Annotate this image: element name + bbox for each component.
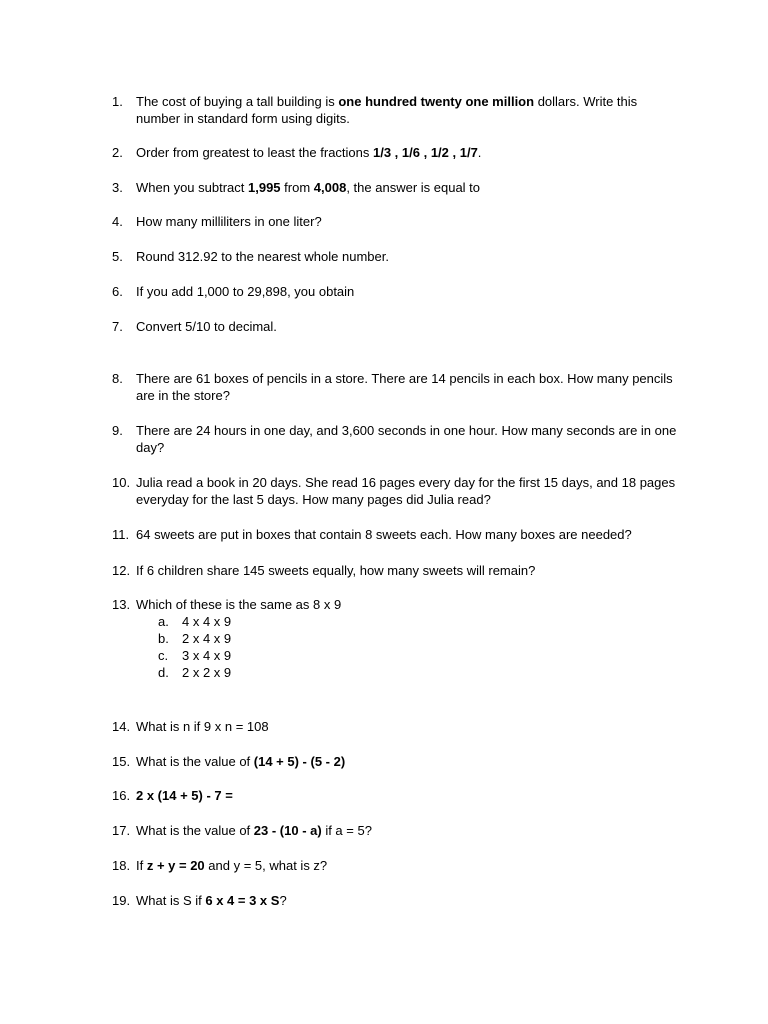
question-text: Julia read a book in 20 days. She read 16 pages every day for the first 15 days, and 18 pages everyday for the last 5 days. How many pages did Julia read? [136, 475, 676, 507]
question-text: There are 61 boxes of pencils in a store. There are 14 pencils in each box. How many pencils are in the store? [136, 371, 673, 403]
question-text: If 6 children share 145 sweets equally, how many sweets will remain? [136, 563, 536, 578]
question-12 [112, 562, 682, 579]
question-text: The cost of buying a tall building is one hundred twenty one million dollars. Write this number in standard form using digits. [136, 94, 638, 126]
question-4 [112, 213, 682, 230]
question-number: 7. [112, 319, 123, 334]
question-number: 8. [112, 371, 123, 386]
question-11 [112, 526, 682, 543]
question-14 [112, 718, 682, 735]
question-number: 17. [112, 823, 131, 838]
question-number: 3. [112, 180, 123, 195]
option-b: b. 2 x 4 x 9 [158, 631, 232, 646]
question-text: 64 sweets are put in boxes that contain 8 sweets each. How many boxes are needed? [136, 527, 632, 542]
question-number: 10. [112, 475, 131, 490]
question-text: What is n if 9 x n = 108 [136, 719, 269, 734]
question-number: 15. [112, 754, 131, 769]
question-18 [112, 857, 682, 874]
question-number: 1. [112, 94, 123, 109]
question-text: What is the value of 23 - (10 - a) if a = 5? [136, 823, 372, 838]
question-text: Round 312.92 to the nearest whole number. [136, 249, 389, 264]
question-text: If you add 1,000 to 29,898, you obtain [136, 284, 355, 299]
question-10 [112, 474, 682, 508]
option-d: d. 2 x 2 x 9 [158, 665, 232, 680]
question-number: 13. [112, 597, 131, 612]
question-text: Which of these is the same as 8 x 9 [136, 597, 342, 612]
question-text: What is the value of (14 + 5) - (5 - 2) [136, 754, 346, 769]
question-text: 2 x (14 + 5) - 7 = [136, 788, 233, 803]
question-text: If z + y = 20 and y = 5, what is z? [136, 858, 328, 873]
question-number: 2. [112, 145, 123, 160]
question-2 [112, 144, 682, 161]
question-text: What is S if 6 x 4 = 3 x S? [136, 893, 287, 908]
question-number: 11. [112, 527, 130, 542]
question-6 [112, 283, 682, 300]
question-number: 5. [112, 249, 123, 264]
question-number: 6. [112, 284, 123, 299]
question-text: How many milliliters in one liter? [136, 214, 322, 229]
question-number: 18. [112, 858, 131, 873]
question-8 [112, 370, 682, 404]
question-number: 4. [112, 214, 123, 229]
question-text: Convert 5/10 to decimal. [136, 319, 277, 334]
question-1 [112, 93, 682, 127]
question-number: 19. [112, 893, 131, 908]
option-c: c. 3 x 4 x 9 [158, 648, 232, 663]
question-number: 14. [112, 719, 131, 734]
answer-options [158, 613, 231, 681]
question-9 [112, 422, 682, 456]
question-7 [112, 318, 682, 335]
question-17 [112, 822, 682, 839]
question-number: 16. [112, 788, 131, 803]
question-number: 12. [112, 563, 131, 578]
question-text: When you subtract 1,995 from 4,008, the answer is equal to [136, 180, 481, 195]
question-13 [112, 596, 682, 613]
question-text: Order from greatest to least the fractions 1/3 , 1/6 , 1/2 , 1/7. [136, 145, 482, 160]
option-a: a. 4 x 4 x 9 [158, 614, 232, 629]
question-3 [112, 179, 682, 196]
question-5 [112, 248, 682, 265]
question-15 [112, 753, 682, 770]
question-number: 9. [112, 423, 123, 438]
question-19 [112, 892, 682, 909]
question-16 [112, 787, 682, 804]
question-text: There are 24 hours in one day, and 3,600 seconds in one hour. How many seconds are in one day? [136, 423, 677, 455]
